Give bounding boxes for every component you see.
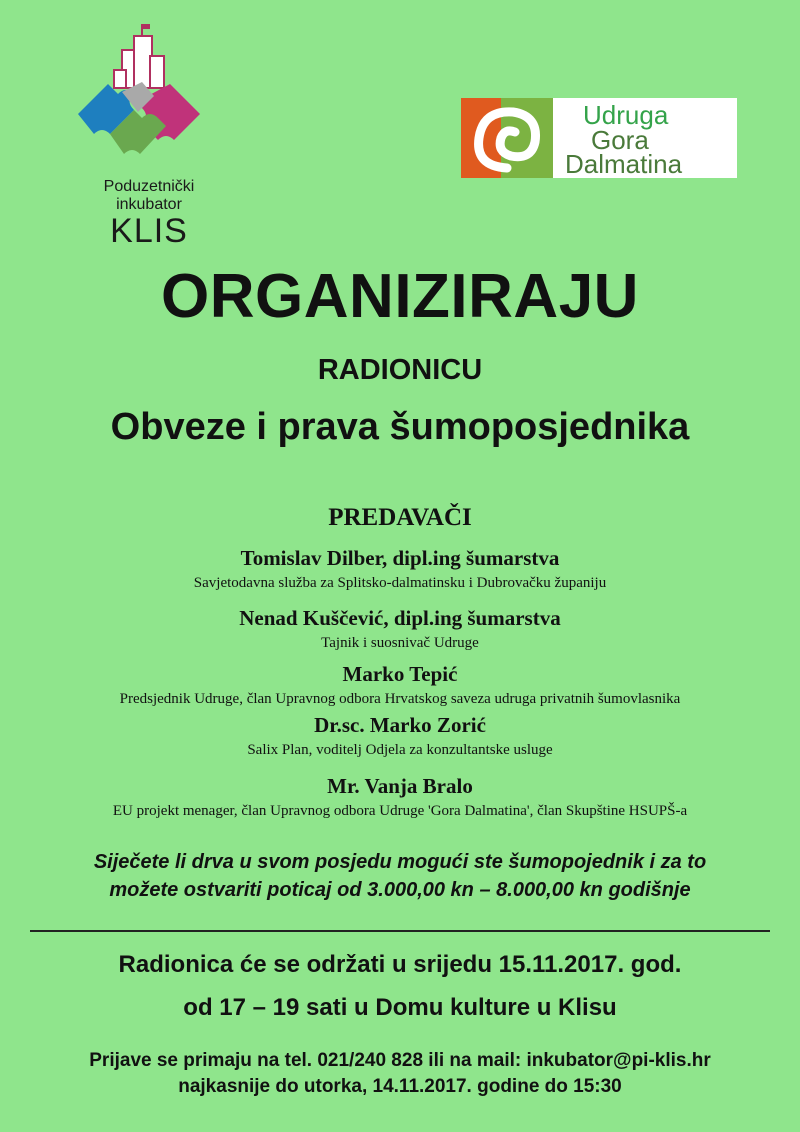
- lecturers-heading: PREDAVAČI: [328, 504, 472, 531]
- lecturer-role: Savjetodavna služba za Splitsko-dalmatinsku i Dubrovačku županiju: [193, 575, 607, 591]
- lecturer-name: Nenad Kuščević, dipl.ing šumarstva: [239, 606, 561, 630]
- klis-logo-line2: inkubator: [116, 196, 182, 213]
- lecturer-name: Marko Tepić: [342, 662, 458, 686]
- gd-logo-line1: Udruga: [583, 100, 669, 130]
- castle-puzzle-icon: [70, 22, 220, 182]
- gd-logo-line3: Dalmatina: [565, 149, 683, 179]
- lecturer-role: Tajnik i suosnivač Udruge: [321, 635, 479, 651]
- event-date-line: Radionica će se održati u srijedu 15.11.2017. god.: [118, 951, 682, 978]
- subsidy-note-line1: Siječete li drva u svom posjedu mogući ste šumopojednik i za to: [93, 851, 707, 873]
- lecturer-name: Tomislav Dilber, dipl.ing šumarstva: [240, 546, 560, 570]
- lecturer-role: EU projekt menager, član Upravnog odbora Udruge 'Gora Dalmatina', član Skupštine HSUPŠ-a: [112, 803, 688, 819]
- lecturer-role: Salix Plan, voditelj Odjela za konzultantske usluge: [247, 742, 553, 758]
- lecturer-name: Mr. Vanja Bralo: [327, 774, 473, 798]
- gd-logo-line2: Gora: [591, 125, 649, 155]
- registration-deadline-line: najkasnije do utorka, 14.11.2017. godine do 15:30: [178, 1076, 622, 1097]
- klis-logo: [70, 22, 220, 252]
- organizers-heading: ORGANIZIRAJU: [161, 262, 639, 331]
- lecturer-name: Dr.sc. Marko Zorić: [314, 713, 486, 737]
- spiral-icon: [461, 98, 553, 178]
- workshop-title: Obveze i prava šumoposjednika: [110, 406, 690, 448]
- divider: [30, 930, 770, 932]
- event-time-place-line: od 17 – 19 sati u Domu kulture u Klisu: [183, 994, 617, 1021]
- klis-logo-line1: Poduzetnički: [103, 178, 195, 195]
- registration-contact-line: Prijave se primaju na tel. 021/240 828 ili na mail: inkubator@pi-klis.hr: [89, 1050, 711, 1071]
- event-type-heading: RADIONICU: [317, 354, 483, 386]
- klis-logo-line3: KLIS: [110, 212, 188, 250]
- lecturer-role: Predsjednik Udruge, član Upravnog odbora Hrvatskog saveza udruga privatnih šumovlasnika: [119, 691, 681, 707]
- subsidy-note-line2: možete ostvariti poticaj od 3.000,00 kn – 8.000,00 kn godišnje: [109, 879, 691, 901]
- gora-dalmatina-logo: [461, 98, 737, 178]
